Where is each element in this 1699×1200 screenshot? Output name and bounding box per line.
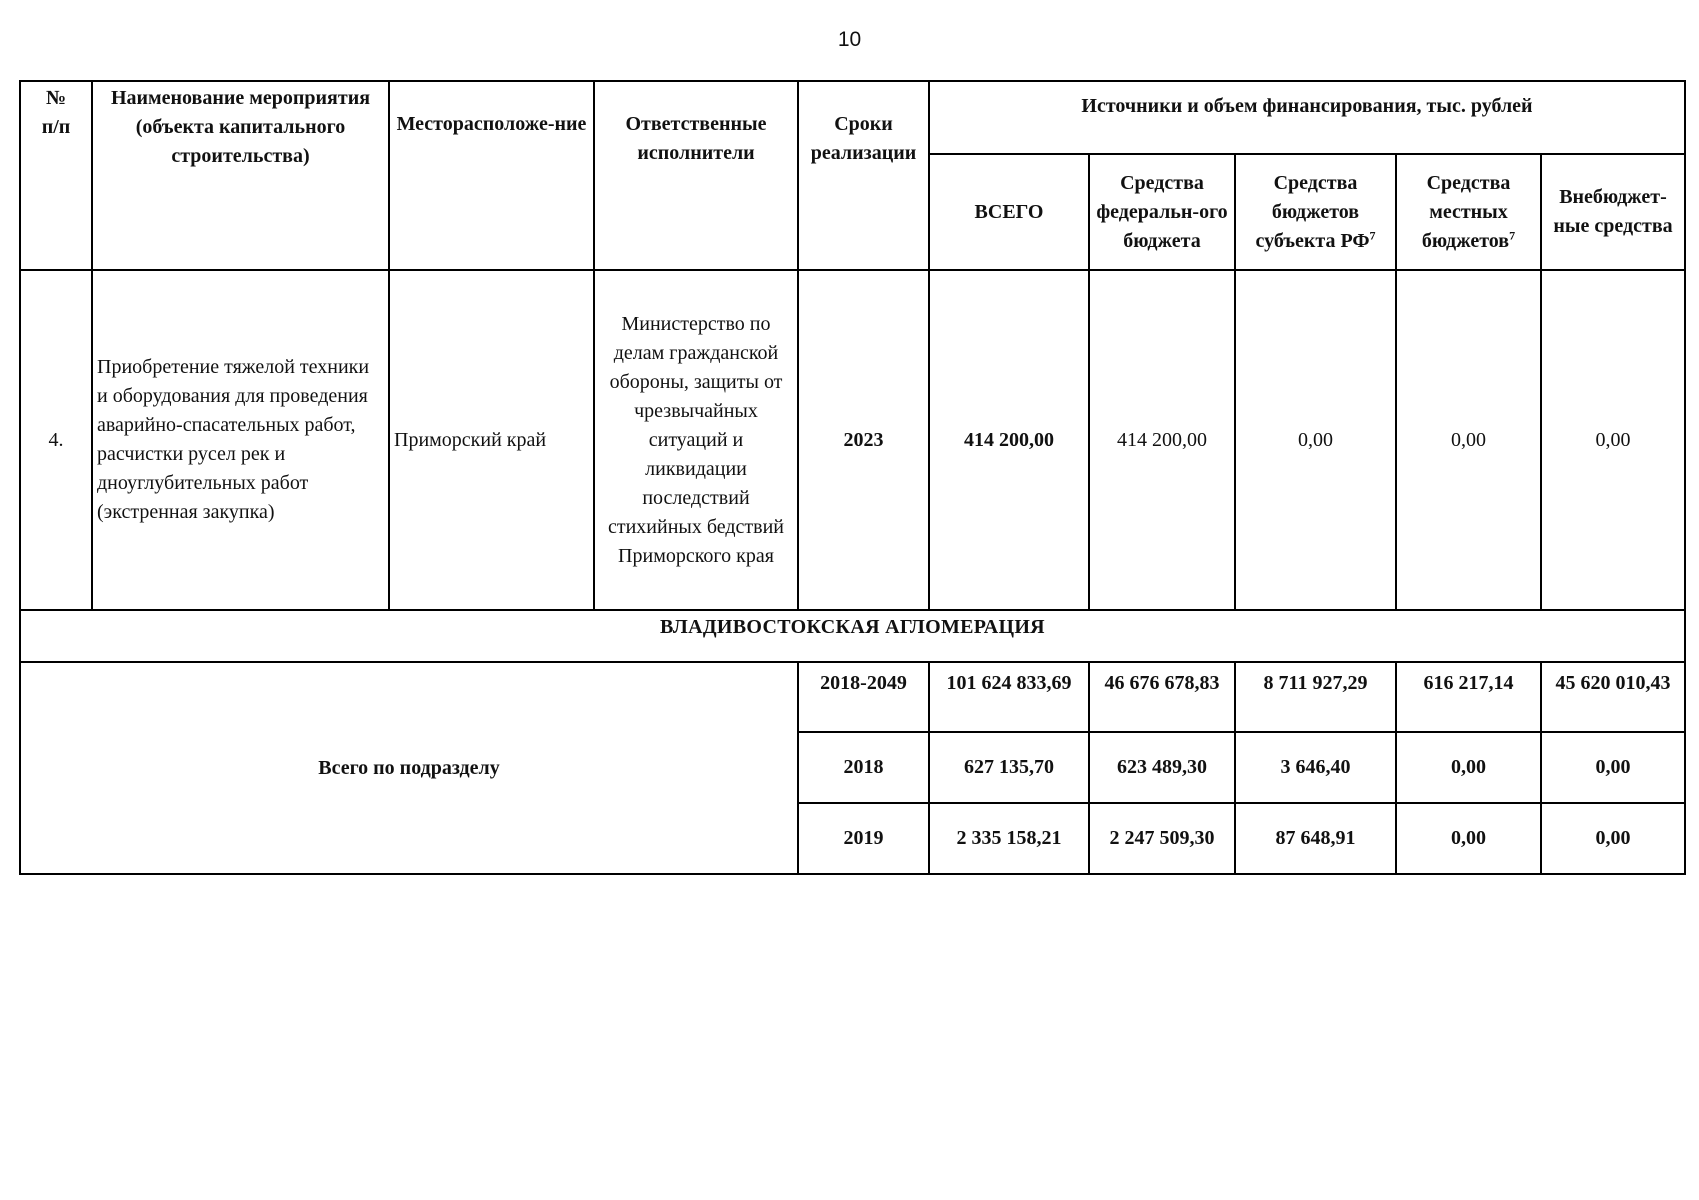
header-location: Месторасположе-ние — [389, 81, 594, 270]
summary-terms: 2018 — [798, 732, 929, 803]
header-regional — [1235, 154, 1396, 270]
row-name: Приобретение тяжелой техники и оборудования для проведения аварийно-спасательных работ, расчистки русел рек и дноуглубительных работ (экстренная закупка) — [92, 270, 389, 610]
summary-row — [20, 662, 1685, 732]
header-num-sign: № — [45, 87, 67, 109]
header-terms: Сроки реализации — [798, 81, 929, 270]
header-extra: Внебюджет-ные средства — [1541, 154, 1685, 270]
summary-total: 2 335 158,21 — [929, 803, 1089, 874]
summary-local: 616 217,14 — [1396, 662, 1541, 732]
row-extra: 0,00 — [1541, 270, 1685, 610]
summary-local: 0,00 — [1396, 732, 1541, 803]
header-local — [1396, 154, 1541, 270]
summary-label: Всего по подразделу — [20, 662, 798, 874]
row-local: 0,00 — [1396, 270, 1541, 610]
footnote-mark: 7 — [1509, 227, 1516, 242]
summary-federal: 46 676 678,83 — [1089, 662, 1235, 732]
summary-regional: 3 646,40 — [1235, 732, 1396, 803]
summary-federal: 2 247 509,30 — [1089, 803, 1235, 874]
row-total: 414 200,00 — [929, 270, 1089, 610]
section-row — [20, 610, 1685, 662]
header-num-label: п/п — [41, 116, 71, 138]
header-sources: Источники и объем финансирования, тыс. рублей — [929, 81, 1685, 154]
header-num — [20, 81, 92, 270]
summary-federal: 623 489,30 — [1089, 732, 1235, 803]
row-terms: 2023 — [798, 270, 929, 610]
summary-extra: 45 620 010,43 — [1541, 662, 1685, 732]
summary-extra: 0,00 — [1541, 732, 1685, 803]
summary-regional: 87 648,91 — [1235, 803, 1396, 874]
header-total: ВСЕГО — [929, 154, 1089, 270]
table-row — [20, 270, 1685, 610]
row-federal: 414 200,00 — [1089, 270, 1235, 610]
footnote-mark: 7 — [1369, 227, 1376, 242]
row-location: Приморский край — [389, 270, 594, 610]
header-row-1 — [20, 81, 1685, 154]
header-local-label: Средства местных бюджетов — [1421, 171, 1511, 252]
header-name: Наименование мероприятия (объекта капитального строительства) — [92, 81, 389, 270]
section-title: ВЛАДИВОСТОКСКАЯ АГЛОМЕРАЦИЯ — [20, 610, 1685, 662]
summary-total: 627 135,70 — [929, 732, 1089, 803]
row-regional: 0,00 — [1235, 270, 1396, 610]
header-regional-label: Средства бюджетов субъекта РФ — [1255, 171, 1370, 252]
summary-terms: 2018-2049 — [798, 662, 929, 732]
header-executors: Ответственные исполнители — [594, 81, 798, 270]
summary-extra: 0,00 — [1541, 803, 1685, 874]
summary-regional: 8 711 927,29 — [1235, 662, 1396, 732]
page-number: 10 — [837, 28, 862, 51]
summary-total: 101 624 833,69 — [929, 662, 1089, 732]
header-federal: Средства федеральн-ого бюджета — [1089, 154, 1235, 270]
financing-table — [19, 80, 1686, 875]
summary-local: 0,00 — [1396, 803, 1541, 874]
row-executors: Министерство по делам гражданской обороны, защиты от чрезвычайных ситуаций и ликвидации последствий стихийных бедствий Приморского края — [594, 270, 798, 610]
summary-terms: 2019 — [798, 803, 929, 874]
row-num: 4. — [20, 270, 92, 610]
